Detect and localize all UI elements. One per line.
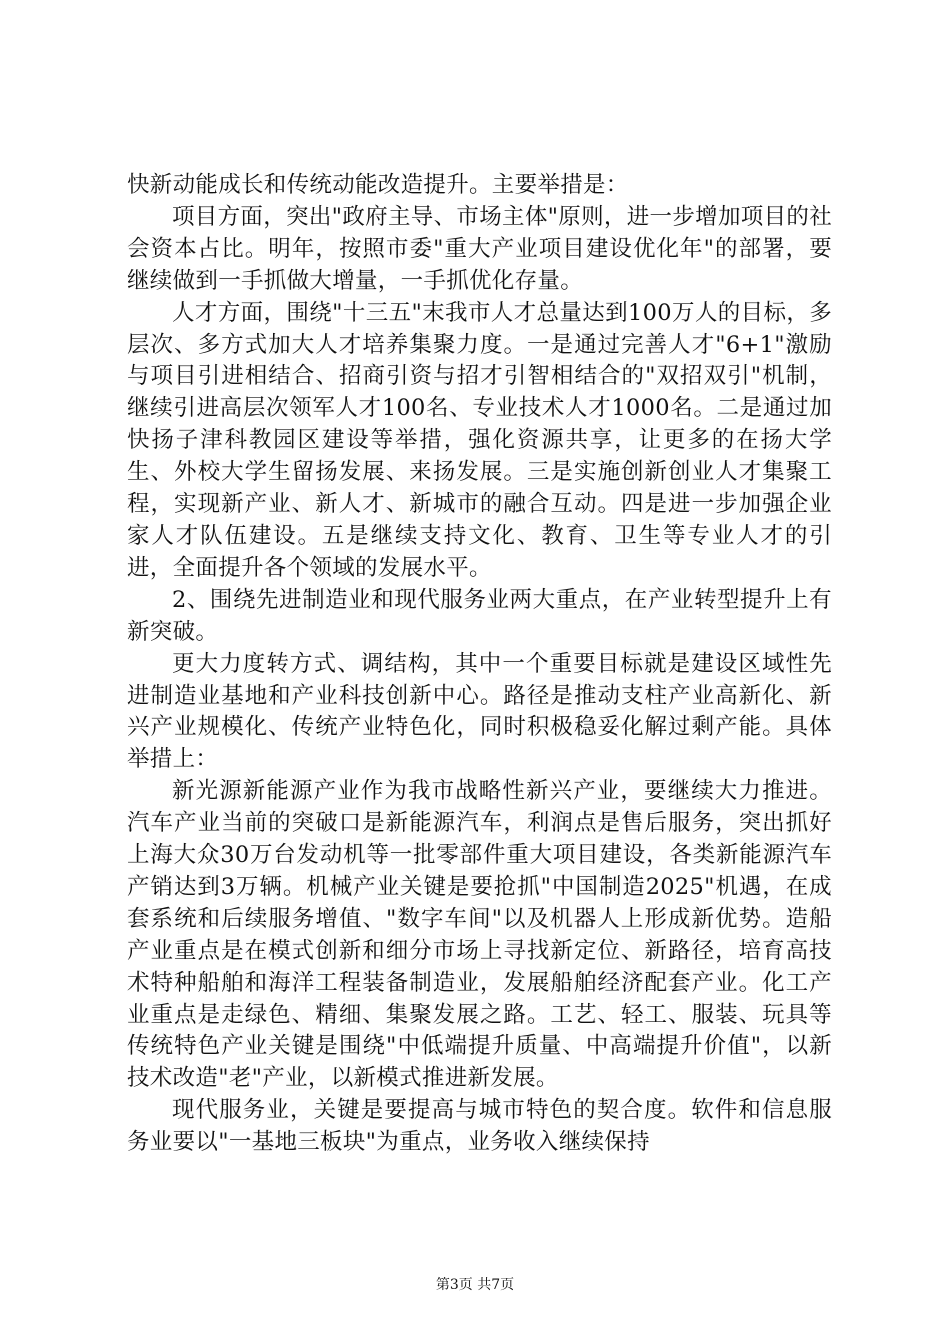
paragraph-restructuring: 更大力度转方式、调结构，其中一个重要目标就是建设区域性先进制造业基地和产业科技创新中心。路径是推动支柱产业高新化、新兴产业规模化、传统产业特色化，同时积极稳妥化解过剩产能。具体举措上： bbox=[127, 650, 832, 773]
paragraph-projects: 项目方面，突出"政府主导、市场主体"原则，进一步增加项目的社会资本占比。明年，按照市委"重大产业项目建设优化年"的部署，要继续做到一手抓做大增量，一手抓优化存量。 bbox=[127, 203, 832, 294]
paragraph-modern-services: 现代服务业，关键是要提高与城市特色的契合度。软件和信息服务业要以"一基地三板块"为重点，业务收入继续保持 bbox=[127, 1097, 832, 1156]
section-heading-industry: 2、围绕先进制造业和现代服务业两大重点，在产业转型提升上有新突破。 bbox=[127, 586, 832, 645]
document-body bbox=[127, 170, 832, 1159]
page-footer: 第3页 共7页 bbox=[435, 1277, 515, 1293]
paragraph-talent: 人才方面，围绕"十三五"末我市人才总量达到100万人的目标，多层次、多方式加大人才培养集聚力度。一是通过完善人才"6+1"激励与项目引进相结合、招商引资与招才引智相结合的"双招双引"机制，继续引进高层次领军人才100名、专业技术人才1000名。二是通过加快扬子津科教园区建设等举措，强化资源共享，让更多的在扬大学生、外校大学生留扬发展、来扬发展。三是实施创新创业人才集聚工程，实现新产业、新人才、新城市的融合互动。四是进一步加强企业家人才队伍建设。五是继续支持文化、教育、卫生等专业人才的引进，全面提升各个领域的发展水平。 bbox=[127, 299, 832, 581]
paragraph-continuation: 快新动能成长和传统动能改造提升。主要举措是： bbox=[127, 172, 629, 198]
paragraph-emerging-industries: 新光源新能源产业作为我市战略性新兴产业，要继续大力推进。汽车产业当前的突破口是新能源汽车，利润点是售后服务，突出抓好上海大众30万台发动机等一批零部件重大项目建设，各类新能源汽车产销达到3万辆。机械产业关键是要抢抓"中国制造2025"机遇，在成套系统和后续服务增值、"数字车间"以及机器人上形成新优势。造船产业重点是在模式创新和细分市场上寻找新定位、新路径，培育高技术特种船舶和海洋工程装备制造业，发展船舶经济配套产业。化工产业重点是走绿色、精细、集聚发展之路。工艺、轻工、服装、玩具等传统特色产业关键是围绕"中低端提升质量、中高端提升价值"，以新技术改造"老"产业，以新模式推进新发展。 bbox=[127, 778, 832, 1092]
